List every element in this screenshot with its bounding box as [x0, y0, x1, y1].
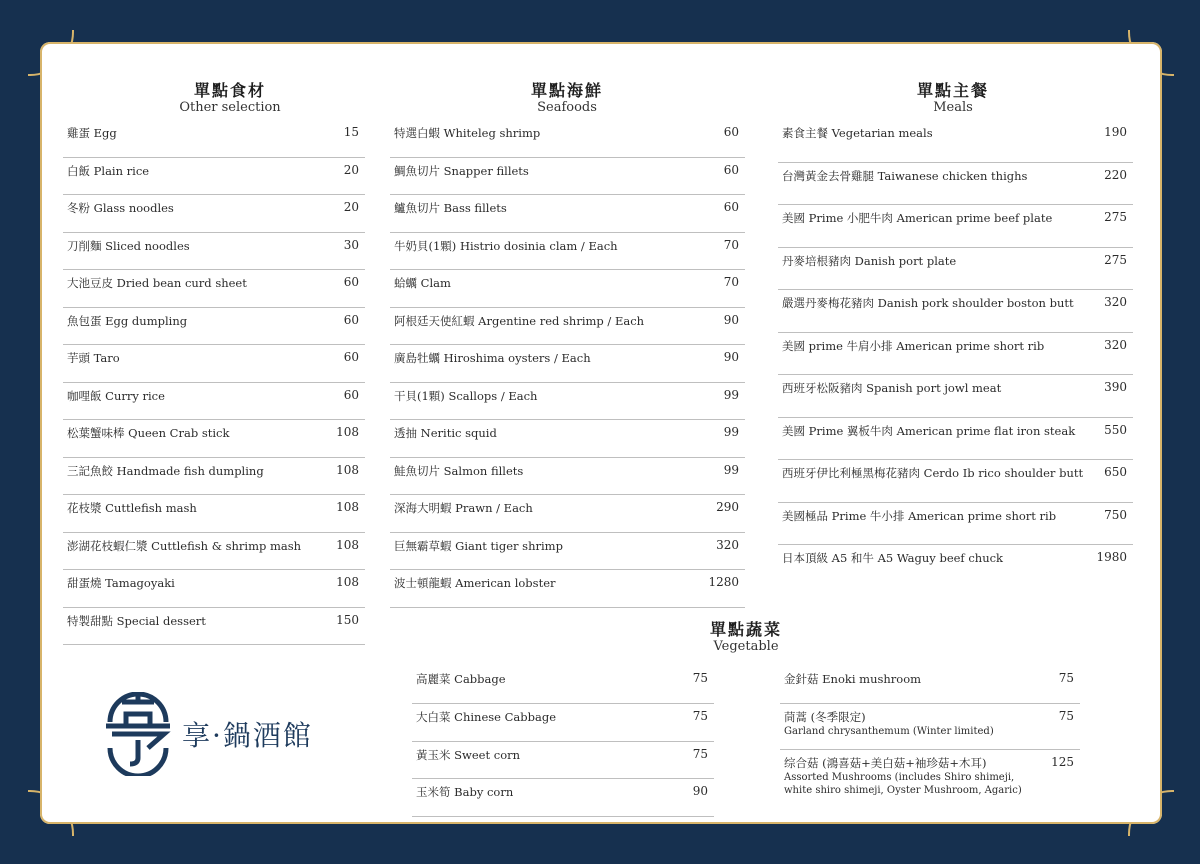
menu-item-row — [778, 545, 1133, 588]
menu-item-row — [390, 120, 745, 158]
menu-item-row — [778, 290, 1133, 333]
menu-item-text — [394, 313, 644, 329]
menu-item-row — [390, 458, 745, 496]
menu-item-name: 蛤蠣 Clam — [394, 276, 451, 290]
menu-item-name: 花枝漿 Cuttlefish mash — [67, 501, 197, 515]
menu-item-name: 茼蒿 (冬季限定) — [784, 710, 866, 724]
menu-item-price: 70 — [723, 275, 739, 289]
menu-item-text — [416, 747, 520, 763]
menu-item-text — [782, 168, 1027, 184]
menu-item-text — [782, 380, 1001, 396]
menu-item-text — [67, 538, 301, 554]
menu-item-text — [67, 388, 165, 404]
menu-item-row — [390, 420, 745, 458]
menu-item-name: 深海大明蝦 Prawn / Each — [394, 501, 533, 515]
menu-item-row — [412, 704, 714, 742]
menu-item-price: 70 — [723, 237, 739, 252]
menu-item-row — [390, 270, 745, 308]
menu-item-price: 108 — [336, 462, 359, 477]
menu-item-price: 90 — [723, 350, 739, 364]
menu-item-price: 90 — [723, 312, 739, 327]
menu-item-text — [782, 295, 1074, 311]
menu-item-row — [63, 308, 365, 346]
menu-item-price: 290 — [716, 500, 739, 514]
section-title-vegetable — [676, 621, 816, 655]
menu-item-name: 大池豆皮 Dried bean curd sheet — [67, 276, 247, 290]
menu-item-price: 60 — [723, 125, 739, 139]
menu-item-text — [394, 125, 540, 141]
section-title-other — [160, 82, 300, 116]
section-title-en: Seafoods — [537, 100, 597, 115]
menu-item-name: 鱸魚切片 Bass fillets — [394, 201, 507, 215]
menu-item-row — [390, 195, 745, 233]
menu-item-row — [778, 418, 1133, 461]
menu-item-name: 白飯 Plain rice — [67, 163, 150, 178]
menu-item-text — [394, 200, 507, 216]
menu-item-name: 阿根廷天使紅蝦 Argentine red shrimp / Each — [394, 313, 645, 328]
menu-item-text — [416, 671, 506, 687]
menu-item-name: 高麗菜 Cabbage — [416, 672, 506, 686]
menu-item-name: 松葉蟹味棒 Queen Crab stick — [67, 426, 230, 440]
section-title-en: Meals — [933, 100, 973, 115]
menu-item-name: 嚴選丹麥梅花豬肉 Danish pork shoulder boston butt — [782, 296, 1074, 310]
menu-item-name: 美國 Prime 翼板牛肉 American prime flat iron steak — [782, 423, 1076, 438]
menu-item-subtitle: Assorted Mushrooms (includes Shiro shimeji, white shiro shimeji, Oyster Mushroom, Agaric) — [784, 772, 1022, 796]
menu-item-price: 75 — [692, 708, 708, 723]
menu-item-row — [778, 163, 1133, 206]
menu-item-text — [67, 463, 264, 479]
menu-item-text — [784, 709, 994, 738]
menu-item-name: 特選白蝦 Whiteleg shrimp — [394, 126, 541, 140]
menu-item-name: 金針菇 Enoki mushroom — [784, 672, 922, 686]
section-title-en: Vegetable — [713, 639, 779, 654]
menu-item-text — [784, 755, 1024, 797]
menu-item-name: 牛奶貝(1顆) Histrio dosinia clam / Each — [394, 238, 618, 253]
menu-item-name: 玉米筍 Baby corn — [416, 785, 514, 800]
menu-item-row — [390, 383, 745, 421]
menu-item-price: 750 — [1104, 507, 1127, 522]
menu-item-name: 西班牙松阪豬肉 Spanish port jowl meat — [782, 381, 1002, 395]
menu-item-text — [394, 463, 523, 479]
menu-item-price: 108 — [336, 500, 359, 514]
menu-item-price: 390 — [1104, 380, 1127, 394]
menu-item-text — [67, 238, 190, 254]
menu-item-price: 275 — [1104, 252, 1127, 267]
menu-item-name: 魚包蛋 Egg dumpling — [67, 313, 188, 328]
menu-item-price: 20 — [343, 200, 359, 214]
menu-item-name: 芋頭 Taro — [67, 351, 120, 365]
menu-item-name: 美國極品 Prime 牛小排 American prime short rib — [782, 508, 1057, 523]
menu-item-text — [394, 275, 451, 291]
vegetable-list-right — [780, 666, 1080, 806]
menu-item-price: 99 — [723, 387, 739, 402]
menu-item-price: 75 — [692, 746, 708, 761]
menu-item-row — [63, 270, 365, 308]
menu-item-price: 150 — [336, 612, 359, 627]
menu-item-price: 1980 — [1096, 550, 1127, 564]
menu-item-name: 素食主餐 Vegetarian meals — [782, 126, 933, 140]
menu-item-row — [63, 345, 365, 383]
menu-item-name: 鮭魚切片 Salmon fillets — [394, 463, 524, 478]
section-title-en: Other selection — [179, 100, 281, 115]
menu-item-text — [782, 423, 1075, 439]
menu-item-price: 20 — [343, 162, 359, 177]
menu-item-name: 日本頂級 A5 和牛 A5 Waguy beef chuck — [782, 551, 1004, 565]
menu-item-row — [390, 570, 745, 608]
menu-item-row — [390, 233, 745, 271]
menu-item-row — [780, 750, 1080, 806]
menu-item-price: 320 — [1104, 295, 1127, 309]
menu-item-text — [394, 538, 563, 554]
menu-item-name: 干貝(1顆) Scallops / Each — [394, 388, 538, 403]
menu-item-row — [63, 420, 365, 458]
menu-item-price: 60 — [343, 350, 359, 364]
menu-item-row — [390, 308, 745, 346]
menu-item-name: 雞蛋 Egg — [67, 126, 117, 140]
menu-item-row — [778, 333, 1133, 376]
menu-item-text — [782, 253, 956, 269]
menu-item-text — [67, 125, 117, 141]
menu-item-name: 澎湖花枝蝦仁漿 Cuttlefish & shrimp mash — [67, 538, 302, 553]
menu-item-row — [63, 233, 365, 271]
menu-item-name: 波士頓龍蝦 American lobster — [394, 576, 556, 590]
menu-item-text — [416, 709, 556, 725]
menu-item-text — [394, 388, 537, 404]
menu-item-price: 60 — [343, 387, 359, 402]
other-selection-list — [63, 120, 365, 645]
menu-item-row — [390, 345, 745, 383]
menu-item-row — [412, 742, 714, 780]
menu-item-price: 60 — [723, 162, 739, 177]
menu-item-text — [67, 575, 175, 591]
menu-item-text — [782, 210, 1052, 226]
seafoods-list — [390, 120, 745, 608]
menu-item-price: 99 — [723, 425, 739, 439]
menu-item-price: 1280 — [708, 575, 739, 589]
menu-item-name: 廣島牡蠣 Hiroshima oysters / Each — [394, 351, 591, 365]
section-title-zh: 單點蔬菜 — [709, 620, 782, 639]
menu-item-price: 320 — [716, 537, 739, 552]
menu-item-text — [782, 125, 933, 141]
menu-item-text — [782, 550, 1003, 566]
menu-item-row — [778, 205, 1133, 248]
menu-item-name: 大白菜 Chinese Cabbage — [416, 709, 557, 724]
section-title-meals — [883, 82, 1023, 116]
menu-item-price: 30 — [343, 237, 359, 252]
vegetable-list-left — [412, 666, 714, 817]
menu-item-name: 鯛魚切片 Snapper fillets — [394, 163, 529, 178]
menu-item-price: 99 — [723, 462, 739, 477]
menu-item-row — [63, 608, 365, 646]
menu-item-name: 黃玉米 Sweet corn — [416, 747, 521, 762]
menu-item-row — [780, 704, 1080, 750]
menu-item-price: 108 — [336, 425, 359, 439]
menu-item-price: 190 — [1104, 125, 1127, 139]
menu-item-row — [390, 158, 745, 196]
menu-item-text — [394, 238, 618, 254]
menu-item-row — [390, 495, 745, 533]
menu-item-text — [784, 671, 921, 687]
menu-item-text — [394, 500, 533, 516]
menu-item-price: 125 — [1051, 755, 1074, 769]
menu-item-price: 320 — [1104, 337, 1127, 352]
menu-item-name: 特製甜點 Special dessert — [67, 613, 206, 628]
menu-item-price: 75 — [692, 671, 708, 685]
menu-item-price: 90 — [692, 784, 708, 799]
menu-item-row — [780, 666, 1080, 704]
menu-item-name: 透抽 Neritic squid — [394, 426, 497, 440]
menu-item-name: 巨無霸草蝦 Giant tiger shrimp — [394, 538, 563, 553]
menu-item-row — [778, 375, 1133, 418]
menu-item-price: 15 — [343, 125, 359, 139]
menu-item-name: 美國 prime 牛肩小排 American prime short rib — [782, 338, 1045, 353]
menu-item-price: 108 — [336, 575, 359, 589]
menu-item-price: 108 — [336, 537, 359, 552]
menu-item-text — [67, 350, 120, 366]
pavilion-logo-icon — [100, 692, 176, 776]
menu-item-row — [63, 383, 365, 421]
menu-item-price: 60 — [723, 200, 739, 214]
menu-item-row — [63, 495, 365, 533]
menu-item-text — [67, 200, 174, 216]
menu-item-text — [67, 275, 247, 291]
menu-item-price: 220 — [1104, 167, 1127, 182]
logo-text: 享·鍋酒館 — [182, 719, 313, 752]
menu-item-text — [782, 338, 1044, 354]
menu-item-text — [67, 163, 149, 179]
menu-item-price: 650 — [1104, 465, 1127, 479]
menu-item-row — [778, 120, 1133, 163]
menu-item-name: 刀削麵 Sliced noodles — [67, 238, 190, 253]
menu-item-name: 三記魚餃 Handmade fish dumpling — [67, 463, 264, 478]
menu-item-row — [778, 248, 1133, 291]
menu-item-text — [394, 575, 556, 591]
section-title-seafoods — [497, 82, 637, 116]
menu-item-name: 咖哩飯 Curry rice — [67, 388, 165, 403]
menu-item-text — [67, 313, 187, 329]
menu-item-price: 275 — [1104, 210, 1127, 224]
menu-item-name: 丹麥培根豬肉 Danish port plate — [782, 253, 957, 268]
menu-item-text — [67, 500, 197, 516]
menu-item-name: 甜蛋燒 Tamagoyaki — [67, 576, 175, 590]
menu-item-row — [63, 570, 365, 608]
menu-item-subtitle: Garland chrysanthemum (Winter limited) — [784, 726, 994, 737]
meals-list — [778, 120, 1133, 588]
menu-item-price: 550 — [1104, 422, 1127, 437]
menu-item-price: 75 — [1058, 709, 1074, 723]
menu-item-name: 美國 Prime 小肥牛肉 American prime beef plate — [782, 211, 1053, 225]
menu-item-row — [63, 533, 365, 571]
menu-item-row — [412, 666, 714, 704]
restaurant-logo — [100, 692, 340, 776]
section-title-zh: 單點食材 — [193, 81, 266, 100]
menu-item-row — [412, 779, 714, 817]
menu-item-price: 60 — [343, 275, 359, 289]
menu-item-row — [63, 195, 365, 233]
menu-item-row — [63, 158, 365, 196]
menu-item-row — [63, 458, 365, 496]
section-title-zh: 單點主餐 — [916, 81, 989, 100]
menu-item-text — [416, 784, 513, 800]
menu-item-price: 75 — [1058, 671, 1074, 685]
menu-item-price: 60 — [343, 312, 359, 327]
menu-item-row — [390, 533, 745, 571]
menu-item-row — [63, 120, 365, 158]
menu-item-name: 西班牙伊比利極黑梅花豬肉 Cerdo Ib rico shoulder butt — [782, 466, 1084, 480]
menu-item-name: 冬粉 Glass noodles — [67, 201, 174, 215]
menu-item-text — [394, 163, 529, 179]
menu-item-text — [782, 508, 1056, 524]
menu-item-text — [67, 425, 229, 441]
menu-item-text — [394, 425, 497, 441]
menu-item-row — [778, 503, 1133, 546]
menu-item-name: 台灣黃金去骨雞腿 Taiwanese chicken thighs — [782, 168, 1028, 183]
menu-item-text — [782, 465, 1083, 481]
menu-item-text — [394, 350, 591, 366]
menu-item-row — [778, 460, 1133, 503]
menu-item-name: 综合菇 (鴻喜菇+美白菇+袖珍菇+木耳) — [784, 756, 987, 770]
menu-item-text — [67, 613, 206, 629]
section-title-zh: 單點海鮮 — [530, 81, 603, 100]
